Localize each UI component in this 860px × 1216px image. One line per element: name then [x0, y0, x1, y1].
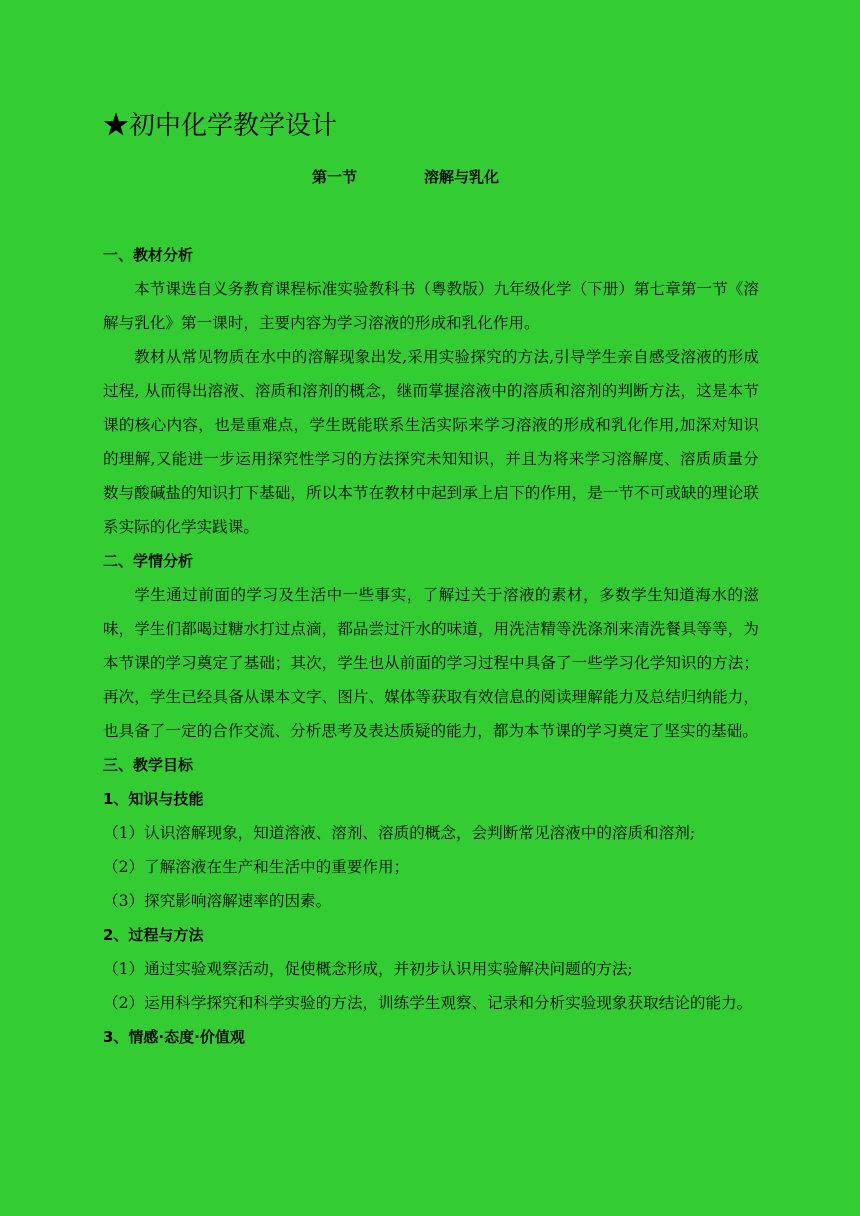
heading-materials-analysis: 一、教材分析 [103, 246, 194, 264]
list-item: （1）通过实验观察活动，促使概念形成，并初步认识用实验解决问题的方法; [103, 960, 633, 978]
section-number: 第一节 [312, 168, 358, 186]
section-header [0, 166, 860, 188]
subheading-process-methods: 2、过程与方法 [103, 926, 204, 944]
paragraph: 学生通过前面的学习及生活中一些事实，了解过关于溶液的素材，多数学生知道海水的滋味，学生们都喝过糖水打过点滴，都品尝过汗水的味道，用洗洁精等洗涤剂来清洗餐具等等，为本节课的学习奠定了基础；其次，学生也从前面的学习过程中具备了一些学习化学知识的方法；再次，学生已经具备从课本文字、图片、媒体等获取有效信息的阅读理解能力及总结归纳能力，也具备了一定的合作交流、分析思考及表达质疑的能力，都为本节课的学习奠定了坚实的基础。 [103, 586, 759, 740]
paragraph: 教材从常见物质在水中的溶解现象出发,采用实验探究的方法,引导学生亲自感受溶液的形成过程, 从而得出溶液、溶质和溶剂的概念，继而掌握溶液中的溶质和溶剂的判断方法，这是本节课的核心内容，也是重难点，学生既能联系生活实际来学习溶液的形成和乳化作用,加深对知识的理解,又能进一步运用探究性学习的方法探究未知知识，并且为将来学习溶解度、溶质质量分数与酸碱盐的知识打下基础，所以本节在教材中起到承上启下的作用，是一节不可或缺的理论联系实际的化学实践课。 [103, 348, 759, 536]
paragraph: 本节课选自义务教育课程标准实验教科书（粤教版）九年级化学（下册）第七章第一节《溶解与乳化》第一课时，主要内容为学习溶液的形成和乳化作用。 [103, 280, 759, 332]
document-title: ★初中化学教学设计 [103, 111, 338, 141]
list-item: （2）了解溶液在生产和生活中的重要作用； [103, 858, 410, 876]
list-item: （3）探究影响溶解速率的因素。 [103, 892, 332, 910]
section-title: 溶解与乳化 [424, 168, 500, 186]
heading-teaching-objectives: 三、教学目标 [103, 756, 194, 774]
list-item: （1）认识溶解现象，知道溶液、溶剂、溶质的概念，会判断常见溶液中的溶质和溶剂; [103, 824, 696, 842]
heading-student-analysis: 二、学情分析 [103, 552, 194, 570]
document-body [103, 238, 759, 1054]
subheading-knowledge-skills: 1、知识与技能 [103, 790, 204, 808]
list-item: （2）运用科学探究和科学实验的方法，训练学生观察、记录和分析实验现象获取结论的能力。 [103, 994, 753, 1012]
subheading-emotion-values: 3、情感·态度·价值观 [103, 1028, 245, 1046]
